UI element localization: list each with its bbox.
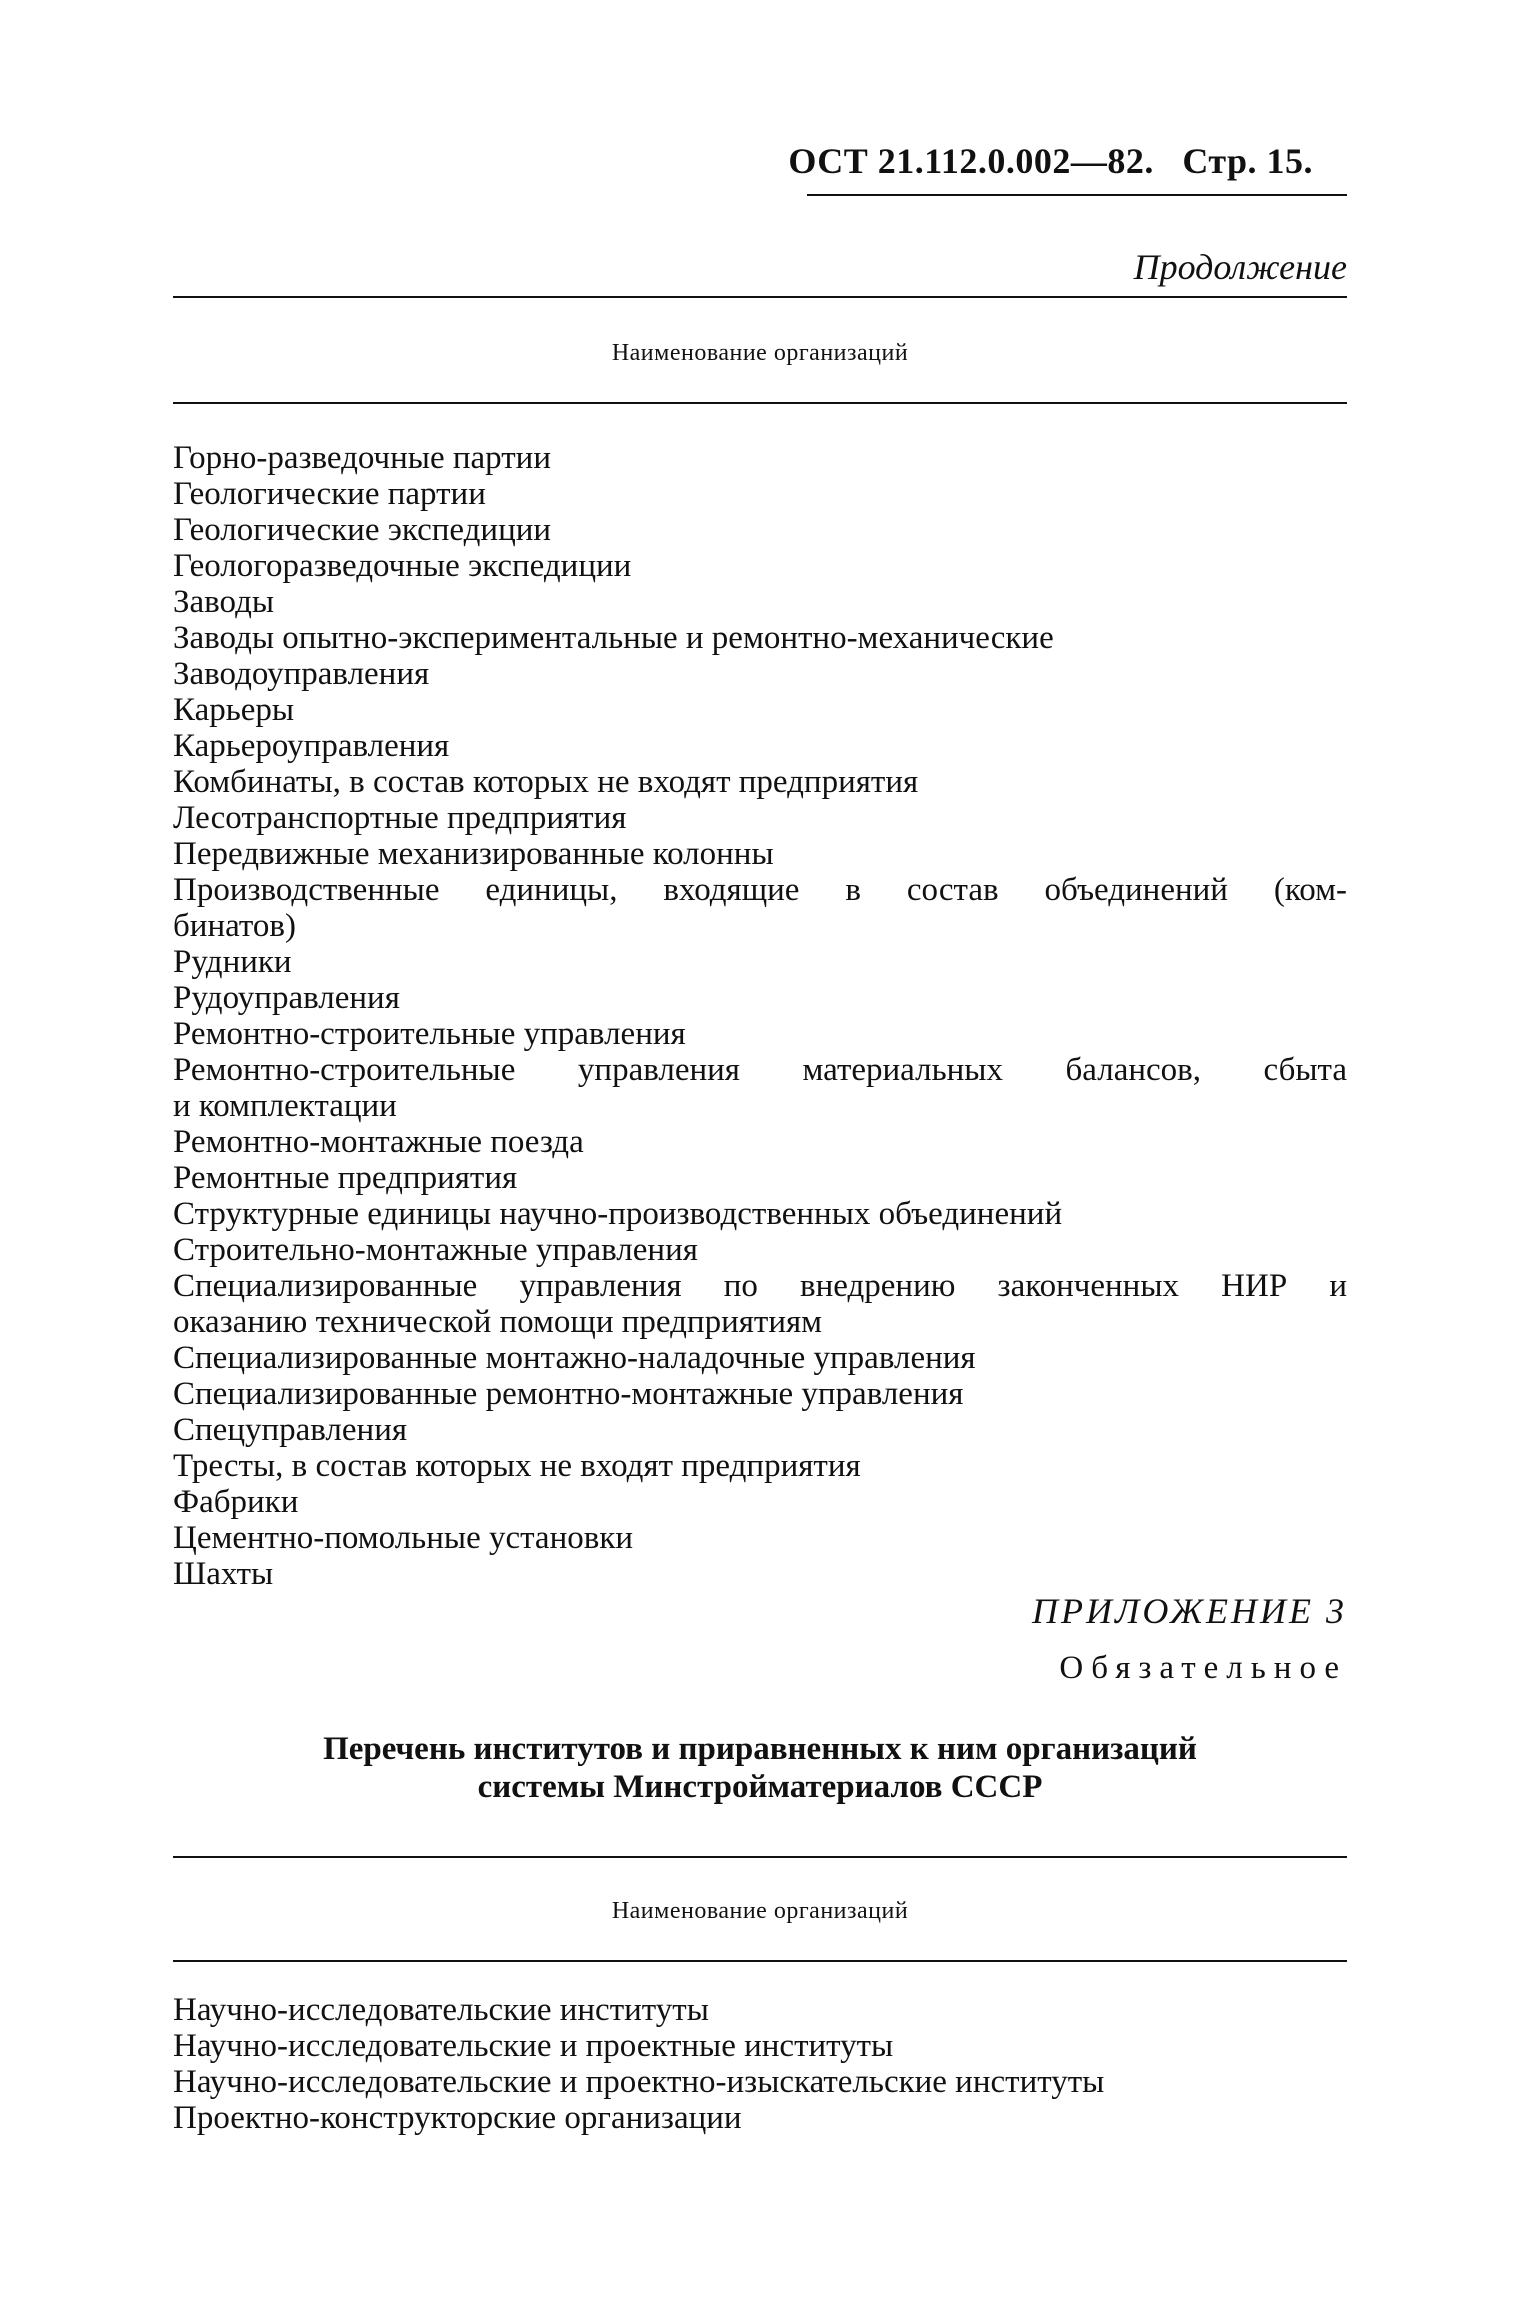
- continuation-label: Продолжение: [1133, 247, 1347, 287]
- list-item: Специализированные управления по внедрению законченных НИР и: [173, 1268, 1347, 1304]
- list-item: Научно-исследовательские и проектные институты: [173, 2028, 894, 2064]
- list-item: Заводы опытно-экспериментальные и ремонтно-механические: [173, 620, 1054, 656]
- list-item: Специализированные ремонтно-монтажные управления: [173, 1376, 964, 1412]
- list-item: Геологоразведочные экспедиции: [173, 548, 632, 584]
- list-item: Ремонтно-монтажные поезда: [173, 1124, 584, 1160]
- list-item: Ремонтно-строительные управления материальных балансов, сбыта: [173, 1052, 1347, 1088]
- list-item: Производственные единицы, входящие в состав объединений (ком-: [173, 872, 1347, 908]
- list-item: Передвижные механизированные колонны: [173, 836, 774, 872]
- list-item: Заводоуправления: [173, 656, 430, 692]
- list-item: Цементно-помольные установки: [173, 1520, 634, 1556]
- list-item: оказанию технической помощи предприятиям: [173, 1304, 823, 1340]
- list-item: Геологические экспедиции: [173, 512, 552, 548]
- list-item: бинатов): [173, 908, 296, 944]
- list-item: Рудоуправления: [173, 980, 400, 1016]
- table1-top-rule: [173, 296, 1347, 298]
- section-heading-line1: Перечень институтов и приравненных к ним организаций: [323, 1731, 1197, 1767]
- list-item: Геологические партии: [173, 476, 486, 512]
- list-item: Карьеры: [173, 692, 295, 728]
- list-item: Горно-разведочные партии: [173, 440, 551, 476]
- list-item: Научно-исследовательские и проектно-изыскательские институты: [173, 2064, 1105, 2100]
- list-item: Структурные единицы научно-производственных объединений: [173, 1196, 1063, 1232]
- appendix-title: ПРИЛОЖЕНИЕ 3: [1032, 1591, 1347, 1631]
- list-item: Рудники: [173, 944, 292, 980]
- list-item: Научно-исследовательские институты: [173, 1992, 709, 2028]
- list-item: и комплектации: [173, 1088, 397, 1124]
- table1-column-header: Наименование организаций: [611, 340, 909, 366]
- list-item: Фабрики: [173, 1484, 299, 1520]
- section-heading: [173, 1730, 1347, 1806]
- page-header: [0, 140, 1313, 182]
- appendix-status: Обязательное: [1059, 1650, 1347, 1686]
- list-item: Шахты: [173, 1556, 274, 1592]
- list-item: Ремонтно-строительные управления: [173, 1016, 686, 1052]
- list-item: Спецуправления: [173, 1412, 408, 1448]
- page-number: Стр. 15.: [1182, 141, 1313, 181]
- list-item: Комбинаты, в состав которых не входят предприятия: [173, 764, 919, 800]
- list-item: Строительно-монтажные управления: [173, 1232, 698, 1268]
- institute-list: [173, 1992, 1347, 2136]
- list-item: Тресты, в состав которых не входят предприятия: [173, 1448, 861, 1484]
- organization-list: [173, 440, 1347, 1592]
- list-item: Карьероуправления: [173, 728, 450, 764]
- list-item: Специализированные монтажно-наладочные управления: [173, 1340, 976, 1376]
- list-item: Ремонтные предприятия: [173, 1160, 518, 1196]
- table2-column-header: Наименование организаций: [611, 1898, 909, 1924]
- list-item: Заводы: [173, 584, 275, 620]
- section-heading-line2: системы Минстройматериалов СССР: [477, 1769, 1043, 1805]
- table1-header-rule: [173, 402, 1347, 404]
- list-item: Лесотранспортные предприятия: [173, 800, 627, 836]
- table2-header-rule: [173, 1960, 1347, 1962]
- list-item: Проектно-конструкторские организации: [173, 2100, 742, 2136]
- document-code: ОСТ 21.112.0.002—82.: [788, 141, 1154, 181]
- table2-top-rule: [173, 1856, 1347, 1858]
- header-underline: [807, 194, 1347, 196]
